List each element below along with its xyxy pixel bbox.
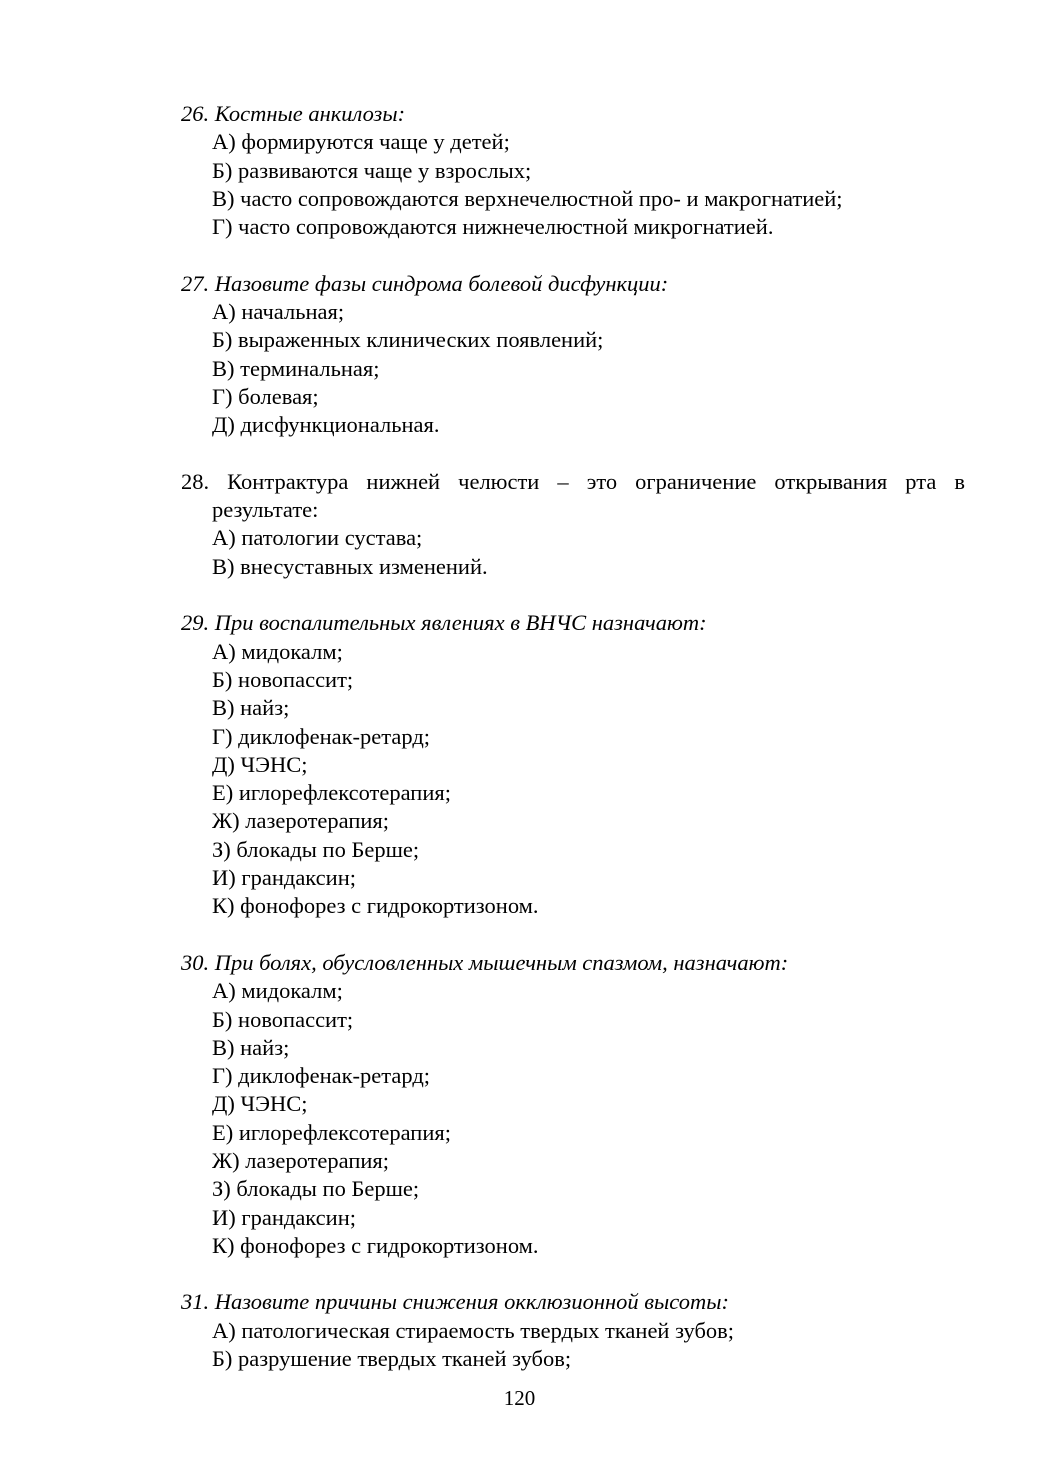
answer-option: З) блокады по Берше;: [212, 1176, 420, 1202]
answer-option: Ж) лазеротерапия;: [212, 1147, 390, 1173]
answer-option: А) патологическая стираемость твердых тканей зубов;: [212, 1317, 735, 1343]
answer-option: И) грандаксин;: [212, 865, 356, 891]
question-title: 31. Назовите причины снижения окклюзионной высоты:: [181, 1289, 729, 1315]
answer-option: В) найз;: [212, 695, 290, 721]
answer-option: Г) часто сопровождаются нижнечелюстной микрогнатией.: [212, 214, 774, 240]
answer-option: В) терминальная;: [212, 355, 380, 381]
answer-option: К) фонофорез с гидрокортизоном.: [212, 1232, 539, 1258]
answer-option: Б) развиваются чаще у взрослых;: [212, 157, 532, 183]
answer-option: Г) диклофенак-ретард;: [212, 723, 431, 749]
answer-option: И) грандаксин;: [212, 1204, 356, 1230]
answer-option: Б) новопассит;: [212, 1006, 354, 1032]
answer-options: [181, 977, 965, 1260]
answer-options: [181, 1317, 965, 1374]
answer-option: Д) ЧЭНС;: [212, 1091, 308, 1117]
question-28: [181, 468, 965, 581]
answer-option: А) формируются чаще у детей;: [212, 129, 510, 155]
answer-option: Д) ЧЭНС;: [212, 751, 308, 777]
answer-options: [181, 638, 965, 921]
answer-options: [181, 298, 965, 439]
question-27: [181, 270, 965, 440]
answer-option: В) внесуставных изменений.: [212, 553, 488, 579]
answer-option: А) патологии сустава;: [212, 525, 423, 551]
answer-option: А) мидокалм;: [212, 638, 343, 664]
answer-options: [181, 524, 965, 581]
answer-option: К) фонофорез с гидрокортизоном.: [212, 893, 539, 919]
answer-option: Ж) лазеротерапия;: [212, 808, 390, 834]
answer-options: [181, 128, 965, 241]
question-29: [181, 609, 965, 920]
question-26: [181, 100, 965, 241]
answer-option: Б) разрушение твердых тканей зубов;: [212, 1346, 572, 1372]
answer-option: Г) болевая;: [212, 383, 319, 409]
answer-option: Б) выраженных клинических появлений;: [212, 327, 604, 353]
question-title: 28. Контрактура нижней челюсти – это ограничение открывания рта в результате:: [181, 468, 965, 523]
question-title: 29. При воспалительных явлениях в ВНЧС назначают:: [181, 610, 707, 636]
question-title: 30. При болях, обусловленных мышечным спазмом, назначают:: [181, 949, 789, 975]
question-title: 26. Костные анкилозы:: [181, 101, 406, 126]
answer-option: Б) новопассит;: [212, 666, 354, 692]
answer-option: В) часто сопровождаются верхнечелюстной про- и макрогнатией;: [212, 185, 843, 211]
answer-option: Д) дисфункциональная.: [212, 412, 440, 438]
answer-option: Е) иглорефлексотерапия;: [212, 1119, 451, 1145]
question-30: [181, 949, 965, 1260]
question-title: 27. Назовите фазы синдрома болевой дисфункции:: [181, 270, 669, 296]
answer-option: Г) диклофенак-ретард;: [212, 1063, 431, 1089]
answer-option: А) начальная;: [212, 299, 345, 325]
page-content: [181, 100, 965, 1402]
answer-option: Е) иглорефлексотерапия;: [212, 780, 451, 806]
question-31: [181, 1288, 965, 1373]
answer-option: З) блокады по Берше;: [212, 836, 420, 862]
page-number: 120: [503, 1386, 536, 1410]
answer-option: А) мидокалм;: [212, 978, 343, 1004]
answer-option: В) найз;: [212, 1034, 290, 1060]
